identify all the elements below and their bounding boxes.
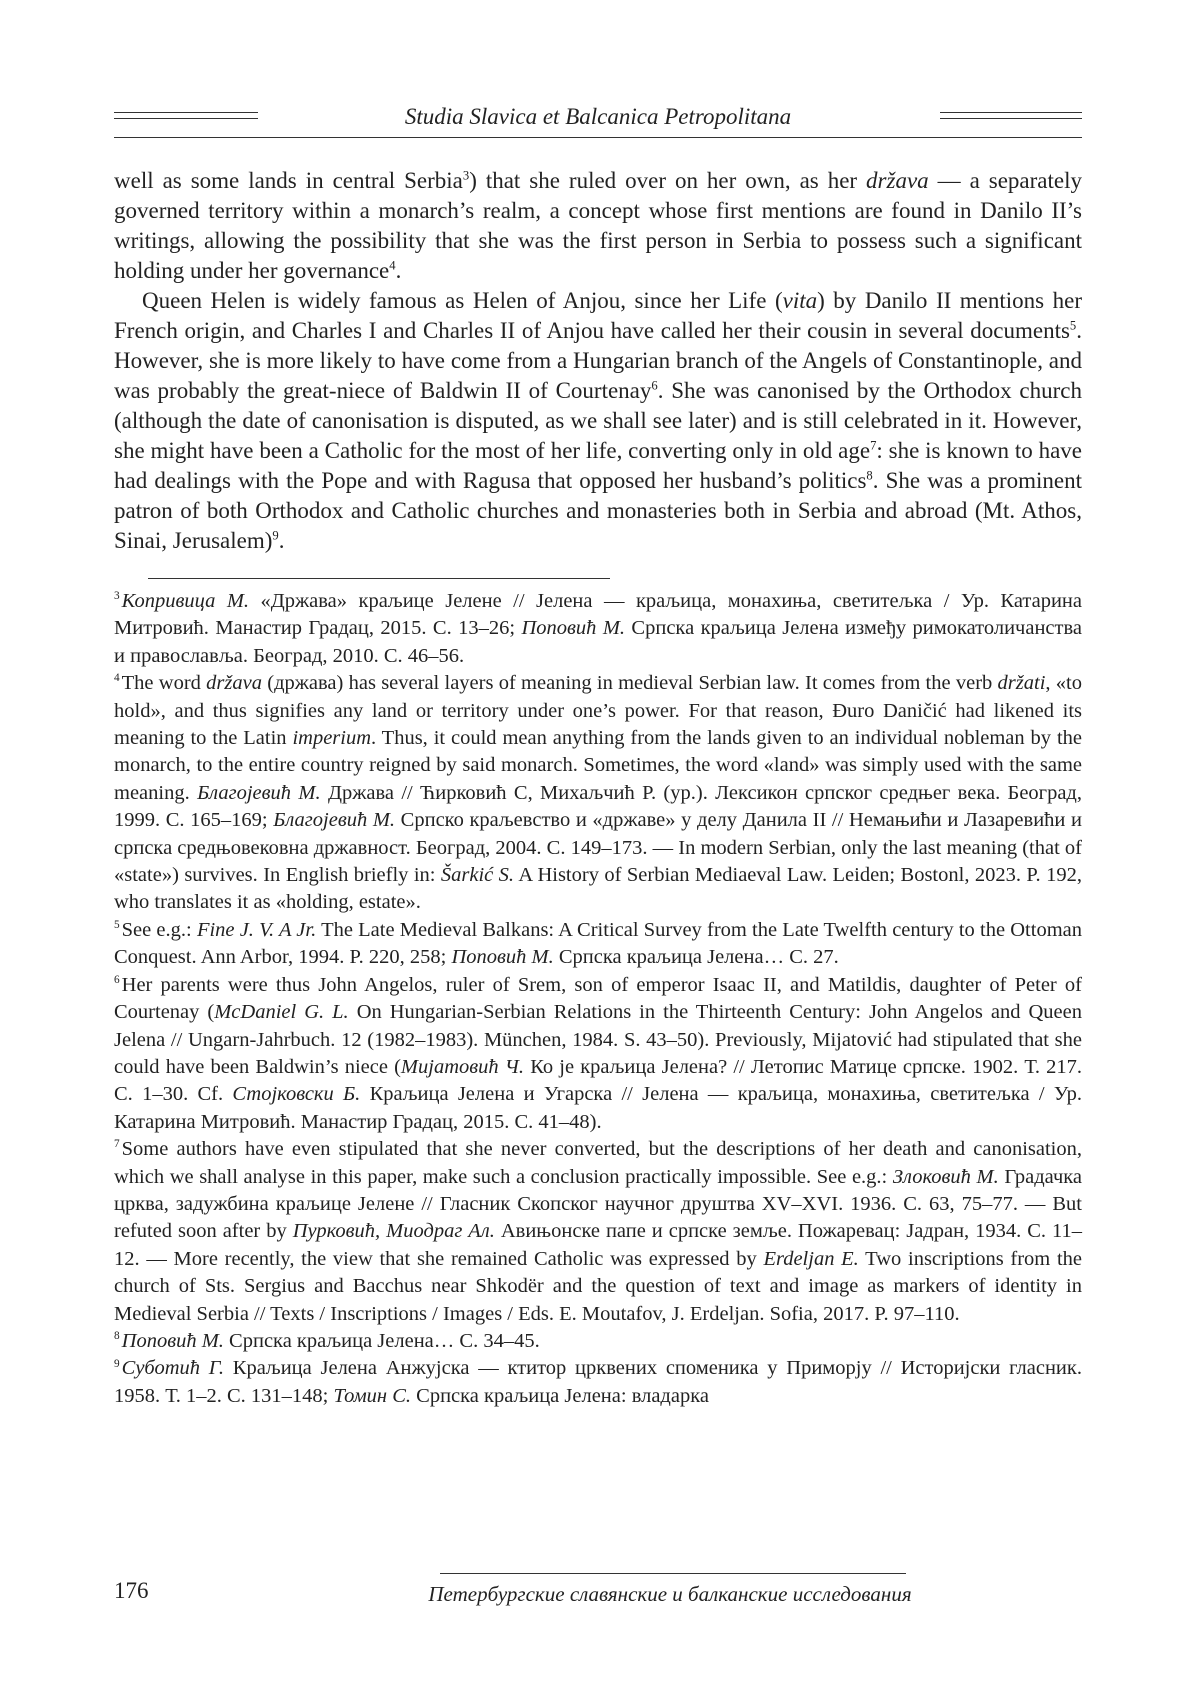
footnote-number: 9 — [114, 1357, 120, 1370]
text-run: (држава) has several layers of meaning in medieval Serbian law. It comes from the verb — [261, 672, 998, 695]
running-header — [114, 103, 1082, 143]
text-run: Her parents were thus John Angelos, ruler of Srem, son of emperor Isaac II, and Matildis, daughter of Peter of Courtenay ( — [114, 973, 1082, 1024]
text-run: The Late Medieval Balkans: A Critical Survey from the Late Twelfth century to the Ottoman Conquest. Ann Arbor, 1994. P. 220, 258; — [114, 918, 1082, 969]
text-run: On Hungarian-Serbian Relations in the Thirteenth Century: John Angelos and Queen Jelena // Ungarn-Jahrbuch. 12 (1982–1983). München, 1984. S. 43–50). Previously, Mijatović had stipulated that she could have been Baldwin’s niece ( — [114, 1001, 1082, 1078]
footnotes — [114, 588, 1082, 1410]
author-name: Копривица М. — [121, 590, 250, 612]
author-name: Благојевић М. — [197, 781, 321, 804]
text-run: . She was a prominent patron of both Orthodox and Catholic churches and monasteries both in Serbia and abroad (Mt. Athos, Sinai, Jerusalem) — [114, 468, 1083, 553]
text-run: The word — [121, 672, 207, 695]
text-run: ) that she ruled over on her own, as her — [469, 168, 867, 193]
text-run: Градачка црква, задужбина краљице Јелене // Гласник Скопског научног друштва XV–XVI. 1936. С. 63, 75–77. — But refuted soon after by — [114, 1165, 1082, 1243]
italic-term: držati — [997, 672, 1046, 695]
author-name: Томин С. — [333, 1384, 412, 1407]
footnote-number: 7 — [114, 1138, 120, 1151]
footnote-ref-3[interactable]: 3 — [462, 168, 470, 183]
footnote-6 — [114, 972, 1082, 1136]
text-run: Српска краљица Јелена између римокатоличанства и православља. Београд, 2010. С. 46–56. — [114, 617, 1082, 667]
footer-journal-title: Петербургские славянские и балканские исследования — [428, 1582, 912, 1606]
author-name: Fine J. V. A Jr. — [196, 918, 317, 941]
text-run: ) by Danilo II mentions her French origin, and Charles I and Charles II of Anjou have called her their cousin in several documents — [114, 288, 1082, 343]
author-name: Erdeljan E. — [763, 1247, 859, 1270]
footnote-ref-7[interactable]: 7 — [870, 438, 877, 453]
text-run: Српска краљица Јелена… С. 27. — [553, 946, 839, 969]
paragraph-1 — [114, 166, 1082, 286]
footnote-number: 6 — [114, 973, 120, 986]
footer-rule — [440, 1573, 906, 1574]
footnote-ref-5[interactable]: 5 — [1069, 318, 1077, 333]
text-run: : she is known to have had dealings with the Pope and with Ragusa that opposed her husband’s politics — [114, 438, 1082, 493]
footnote-5 — [114, 917, 1082, 972]
text-run: well as some lands in central Serbia — [114, 168, 463, 193]
text-run: Српско краљевство и «државе» у делу Данила II // Немањићи и Лазаревићи и српска средњовековна државност. Београд, 2004. С. 149–173. — In modern Serbian, only the last meaning (that of «state») survives. In English briefly in: — [114, 809, 1082, 887]
text-run: . She was canonised by the Orthodox church (although the date of canonisation is disputed, as we shall see later) and is still celebrated in it. However, she might have been a Catholic for the most of her life, converting only in old age — [114, 378, 1082, 463]
text-run: Авињонске папе и српске земље. Пожаревац: Јадран, 1934. С. 11–12. — More recently, the view that she remained Catholic was expressed by — [114, 1220, 1082, 1270]
text-run: , «to hold», and thus signifies any land or territory under one’s power. For that reason, Đuro Daničić had likened its meaning to the Latin — [114, 672, 1082, 750]
footnote-ref-9[interactable]: 9 — [272, 528, 279, 543]
footnote-8 — [114, 1328, 1082, 1355]
text-run: . — [395, 258, 402, 283]
text-run: Држава // Ћирковић С, Михаљчић Р. (ур.). Лексикон српског средњег века. Београд, 1999. С. 165–169; — [114, 781, 1082, 832]
author-name: Благојевић М. — [273, 809, 396, 832]
footnote-separator — [148, 578, 610, 579]
footnote-4 — [114, 670, 1082, 917]
header-rule-right — [940, 112, 1082, 124]
paragraph-2 — [114, 286, 1082, 556]
text-run: See e.g.: — [121, 918, 197, 941]
italic-term: vita — [782, 288, 818, 313]
footnote-number: 3 — [114, 590, 120, 603]
author-name: Злоковић М. — [892, 1165, 999, 1188]
author-name: McDaniel G. L. — [214, 1001, 349, 1024]
text-run: Queen Helen is widely famous as Helen of Anjou, since her Life ( — [142, 288, 783, 313]
text-run: Two inscriptions from the church of Sts. Sergius and Bacchus near Shkodër and the question of text and image as markers of identity in Medieval Serbia // Texts / Inscriptions / Images / Eds. E. Moutafov, J. Erdeljan. Sofia, 2017. P. 97–110. — [114, 1247, 1082, 1325]
author-name: Суботић Г. — [121, 1357, 225, 1380]
footnote-ref-8[interactable]: 8 — [866, 468, 873, 483]
text-run: — a separately governed territory within a monarch’s realm, a concept whose first mentions are found in Danilo II’s writings, allowing the possibility that she was the first person in Serbia to possess such a significant holding under her governance — [114, 168, 1083, 283]
text-run: . Thus, it could mean anything from the lands given to an individual nobleman by the monarch, to the entire country reigned by said monarch. Sometimes, the word «land» was simply used with the same meaning. — [114, 727, 1083, 804]
text-run: Краљица Јелена и Угарска // Јелена — краљица, монахиња, светитељка / Ур. Катарина Митровић. Манастир Градац, 2015. С. 41–48). — [114, 1083, 1082, 1133]
footnote-3 — [114, 588, 1082, 670]
footnote-number: 8 — [114, 1330, 120, 1343]
text-run: . — [278, 528, 285, 553]
text-run: . However, she is more likely to have come from a Hungarian branch of the Angels of Constantinople, and was probably the great-niece of Baldwin II of Courtenay — [114, 318, 1082, 403]
text-run: Ко је краљица Јелена? // Летопис Матице српске. 1902. Т. 217. С. 1–30. Cf. — [114, 1055, 1082, 1106]
page-number: 176 — [114, 1578, 149, 1603]
footnote-number: 5 — [114, 919, 120, 932]
text-run: Српска краљица Јелена: владарка — [411, 1384, 709, 1407]
text-run: Српска краљица Јелена… С. 34–45. — [223, 1329, 540, 1352]
author-name: Пурковић, Миодраг Ал. — [292, 1220, 495, 1243]
journal-title: Studia Slavica et Balcanica Petropolitana — [404, 104, 792, 129]
header-underline — [114, 137, 1082, 138]
author-name: Поповић М. — [451, 946, 554, 969]
italic-term: država — [206, 672, 262, 695]
main-text — [114, 166, 1082, 556]
text-run: A History of Serbian Mediaeval Law. Leiden; Bostonl, 2023. P. 192, who translates it as «holding, estate». — [114, 864, 1082, 914]
text-run: «Држава» краљице Јелене // Јелена — краљица, монахиња, светитељка / Ур. Катарина Митровић. Манастир Градац, 2015. С. 13–26; — [114, 590, 1082, 640]
footnote-7 — [114, 1136, 1082, 1328]
footnote-ref-6[interactable]: 6 — [651, 378, 658, 393]
italic-term: država — [866, 168, 929, 193]
footnote-9 — [114, 1355, 1082, 1410]
author-name: Мијатовић Ч. — [400, 1055, 525, 1078]
author-name: Поповић М. — [121, 1329, 224, 1352]
text-run: Краљица Јелена Анжујска — ктитор црквених споменика у Приморју // Историјски гласник. 1958. Т. 1–2. С. 131–148; — [114, 1357, 1082, 1407]
author-name: Стојковски Б. — [232, 1083, 361, 1106]
text-run: Some authors have even stipulated that she never converted, but the descriptions of her death and canonisation, which we shall analyse in this paper, make such a conclusion practically impossible. See e.g.: — [114, 1138, 1082, 1188]
footnote-ref-4[interactable]: 4 — [389, 258, 396, 273]
author-name: Šarkić S. — [440, 864, 515, 887]
italic-term: imperium — [292, 727, 372, 750]
footnote-number: 4 — [114, 672, 120, 685]
author-name: Поповић М. — [521, 617, 626, 640]
